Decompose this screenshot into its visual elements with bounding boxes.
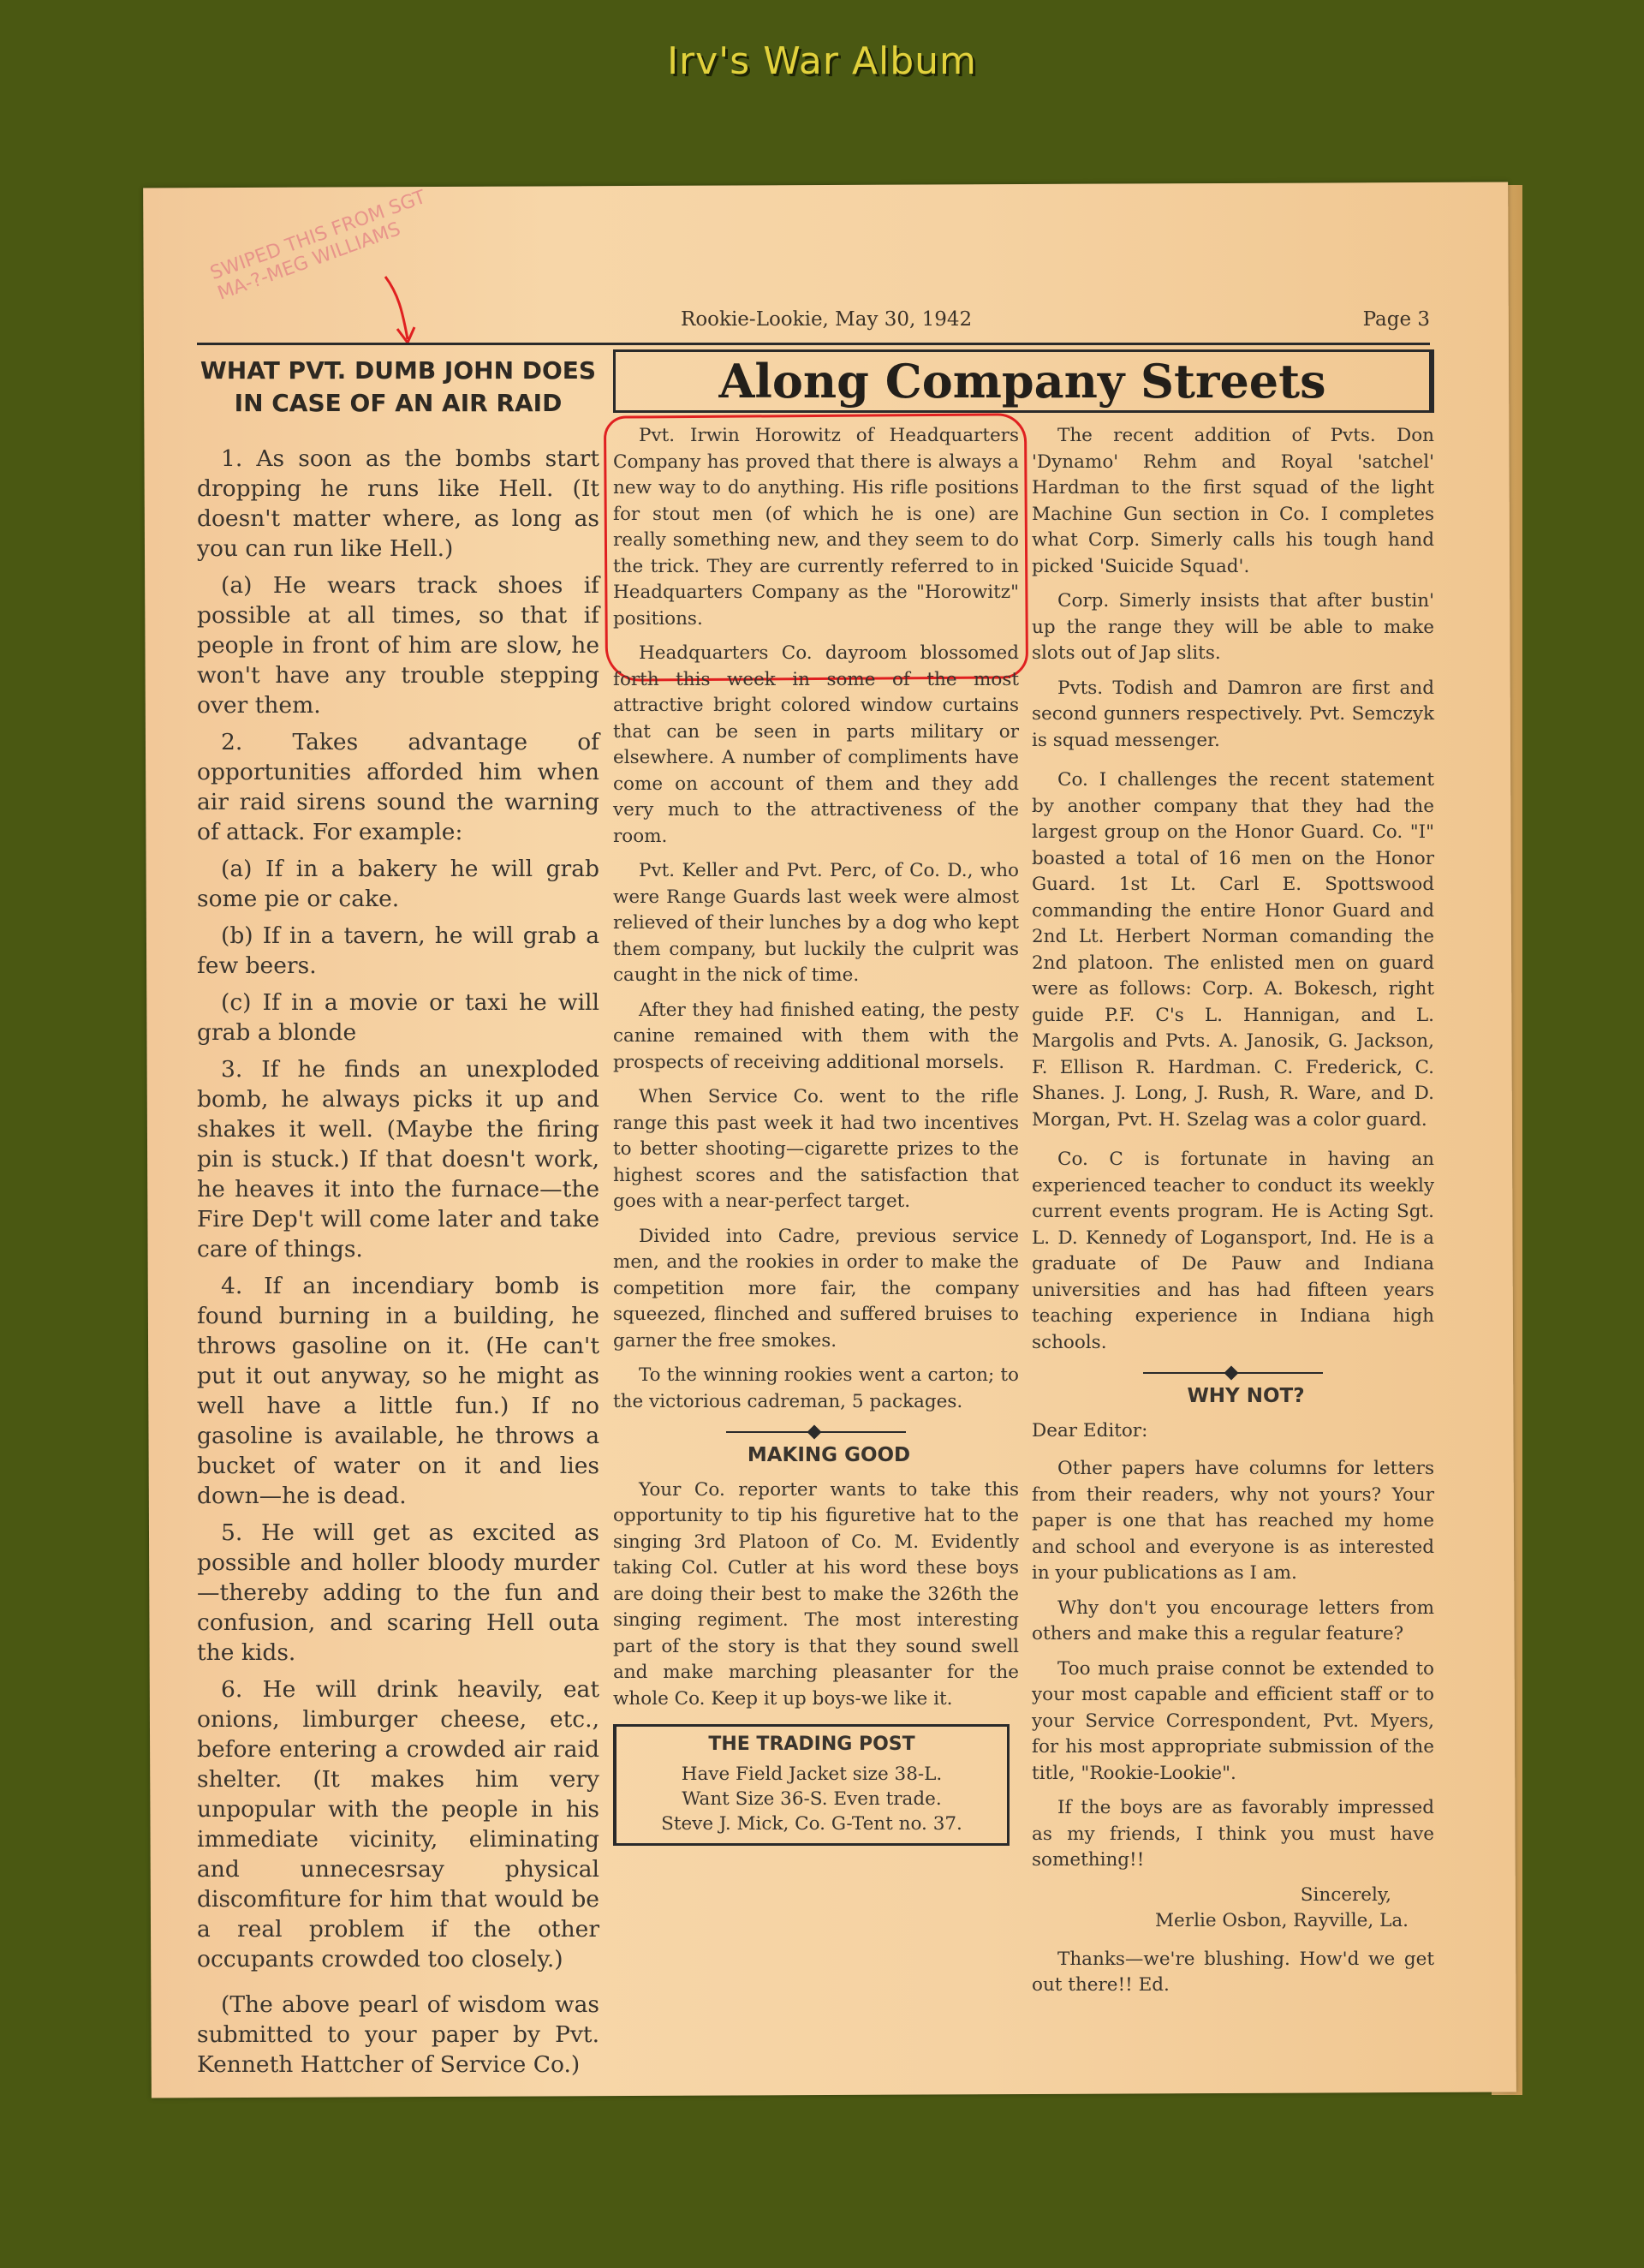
section-masthead: Along Company Streets [613, 349, 1434, 413]
paragraph: Why don't you encourage letters from others and make this a regular feature? [1032, 1597, 1434, 1644]
left-column [197, 351, 599, 2086]
paragraph: 2. Takes advantage of opportunities afforded him when air raid sirens sound the warning of attack. For example: [197, 729, 599, 845]
salutation: Dear Editor: [1032, 1419, 1148, 1441]
paragraph: 3. If he finds an unexploded bomb, he always picks it up and shakes it well. (Maybe the firing pin is stuck.) If that doesn't work, he heaves it into the furnace—the Fire Dep't will come later and take care of things. [197, 1056, 599, 1262]
trading-post-line: Want Size 36-S. Even trade. [682, 1788, 942, 1810]
paragraph: 1. As soon as the bombs start dropping he runs like Hell. (It doesn't matter where, as long as you can run like Hell.) [197, 445, 599, 562]
page-header [197, 308, 1430, 345]
closing: Sincerely, [1300, 1883, 1391, 1906]
signature: Merlie Osbon, Rayville, La. [1155, 1910, 1409, 1931]
paragraph: (c) If in a movie or taxi he will grab a blonde [197, 989, 599, 1046]
paragraph: (a) He wears track shoes if possible at all times, so that if people in front of him are slow, he won't have any trouble stepping over them. [197, 572, 599, 719]
paragraph: Too much praise connot be extended to your most capable and efficient staff or to your Service Correspondent, Pvt. Myers, for his most appropriate submission of the title, "Rookie-Lookie". [1032, 1657, 1434, 1784]
paragraph: After they had finished eating, the pesty canine remained with them with the prospects of receiving additional morsels. [613, 999, 1019, 1073]
paragraph: Corp. Simerly insists that after bustin' up the range they will be able to make slots out of Jap slits. [1032, 590, 1434, 664]
paragraph: Pvts. Todish and Damron are first and second gunners respectively. Pvt. Semczyk is squad messenger. [1032, 677, 1434, 751]
paragraph: Pvt. Keller and Pvt. Perc, of Co. D., who were Range Guards last week were almost relieved of their lunches by a dog who kept them company, but luckily the culprit was caught in the nick of time. [613, 860, 1019, 986]
paragraph: When Service Co. went to the rifle range this past week it had two incentives to better shooting—cigarette prizes to the highest scores and the satisfaction that goes with a near-perfect target. [613, 1086, 1019, 1212]
right-column [1032, 423, 1434, 2008]
credit-paragraph: (The above pearl of wisdom was submitted to your paper by Pvt. Kenneth Hattcher of Service Co.) [197, 1991, 599, 2078]
paragraph: 5. He will get as excited as possible and holler bloody murder—thereby adding to the fun and confusion, and scaring Hell outa the kids. [197, 1519, 599, 1666]
paragraph: To the winning rookies went a carton; to the victorious cadreman, 5 packages. [613, 1364, 1019, 1412]
divider [726, 1427, 906, 1437]
paragraph: 6. He will drink heavily, eat onions, limburger cheese, etc., before entering a crowded air raid shelter. (It makes him very unpopular with the people in his immediate vicinity, eliminating and unnecesrsay physical discomfiture for him that would be a real problem if the other occupants crowded too closely.) [197, 1676, 599, 1973]
trading-post-line: Have Field Jacket size 38-L. [681, 1763, 943, 1785]
editor-reply: Thanks—we're blushing. How'd we get out there!! Ed. [1032, 1948, 1434, 1996]
making-good-title: MAKING GOOD [747, 1444, 911, 1466]
air-raid-title: WHAT PVT. DUMB JOHN DOES IN CASE OF AN AIR RAID [200, 356, 597, 417]
album-title: Irv's War Album [667, 39, 977, 83]
paragraph: The recent addition of Pvts. Don 'Dynamo' Rehm and Royal 'satchel' Hardman to the first squad of the light Machine Gun section in Co. I completes what Corp. Simerly calls his tough hand picked 'Suicide Squad'. [1032, 425, 1434, 577]
why-not-title: WHY NOT? [1187, 1385, 1305, 1407]
divider [1143, 1368, 1323, 1378]
paragraph: If the boys are as favorably impressed as my friends, I think you must have something!! [1032, 1797, 1434, 1871]
paragraph: 4. If an incendiary bomb is found burning in a building, he throws gasoline on it. (He can't put it out anyway, so he might as well have a little fun.) If no gasoline is available, he throws a bucket of water on it and lies down—he is dead. [197, 1273, 599, 1509]
paragraph: (a) If in a bakery he will grab some pie or cake. [197, 856, 599, 912]
trading-post-title: THE TRADING POST [708, 1734, 915, 1755]
issue-date: Rookie-Lookie, May 30, 1942 [681, 308, 973, 331]
trading-post-box [613, 1724, 1010, 1846]
paragraph: Divided into Cadre, previous service men, and the rookies in order to make the competition more fair, the company squeezed, flinched and suffered bruises to garner the free smokes. [613, 1225, 1019, 1352]
paragraph: Co. C is fortunate in having an experienced teacher to conduct its weekly current events program. He is Acting Sgt. L. D. Kennedy of Logansport, Ind. He is a graduate of De Pauw and Indiana universities and has had fifteen years teaching experience in Indiana high schools. [1032, 1149, 1434, 1353]
paragraph: Other papers have columns for letters from their readers, why not yours? Your paper is one that has reached my home and school and everyone is as interested in your publications as I am. [1032, 1458, 1434, 1584]
pencil-annotation: SWIPED THIS FROM SGT MA-?-MEG WILLIAMS [207, 186, 429, 305]
page-number: Page 3 [1362, 308, 1430, 331]
middle-column [613, 423, 1019, 1846]
trading-post-line: Steve J. Mick, Co. G-Tent no. 37. [661, 1812, 962, 1835]
paragraph: Pvt. Irwin Horowitz of Headquarters Company has proved that there is always a new way to do anything. His rifle positions for stout men (of which he is one) are really something new, and they seem to do the trick. They are currently referred to in Headquarters Company as the "Horowitz" positions. [613, 425, 1019, 630]
paragraph: Headquarters Co. dayroom blossomed forth this week in some of the most attractive bright colored window curtains that can be seen in parts military or elsewhere. A number of compliments have come on account of them and they add very much to the attractiveness of the room. [613, 642, 1019, 847]
paragraph: (b) If in a tavern, he will grab a few beers. [197, 922, 599, 979]
paragraph: Co. I challenges the recent statement by another company that they had the largest group on the Honor Guard. Co. "I" boasted a total of 16 men on the Honor Guard. 1st Lt. Carl E. Spottswood commanding the entire Honor Guard and 2nd Lt. Herbert Norman comanding the 2nd platoon. The enlisted men on guard were as follows: Corp. A. Bokesch, right guide P.F. C's L. Hannigan, and L. Margolis and Pvts. A. Janosik, G. Jackson, F. Ellison R. Hardman. C. Frederick, C. Shanes. J. Long, J. Rush, R. Ware, and D. Morgan, Pvt. H. Szelag was a color guard. [1032, 769, 1434, 1131]
paragraph: Your Co. reporter wants to take this opportunity to tip his figuretive hat to the singing 3rd Platoon of Co. M. Evidently taking Col. Cutler at his word these boys are doing their best to make the 326th the singing regiment. The most interesting part of the story is that they sound swell and make marching pleasanter for the whole Co. Keep it up boys-we like it. [613, 1478, 1019, 1710]
